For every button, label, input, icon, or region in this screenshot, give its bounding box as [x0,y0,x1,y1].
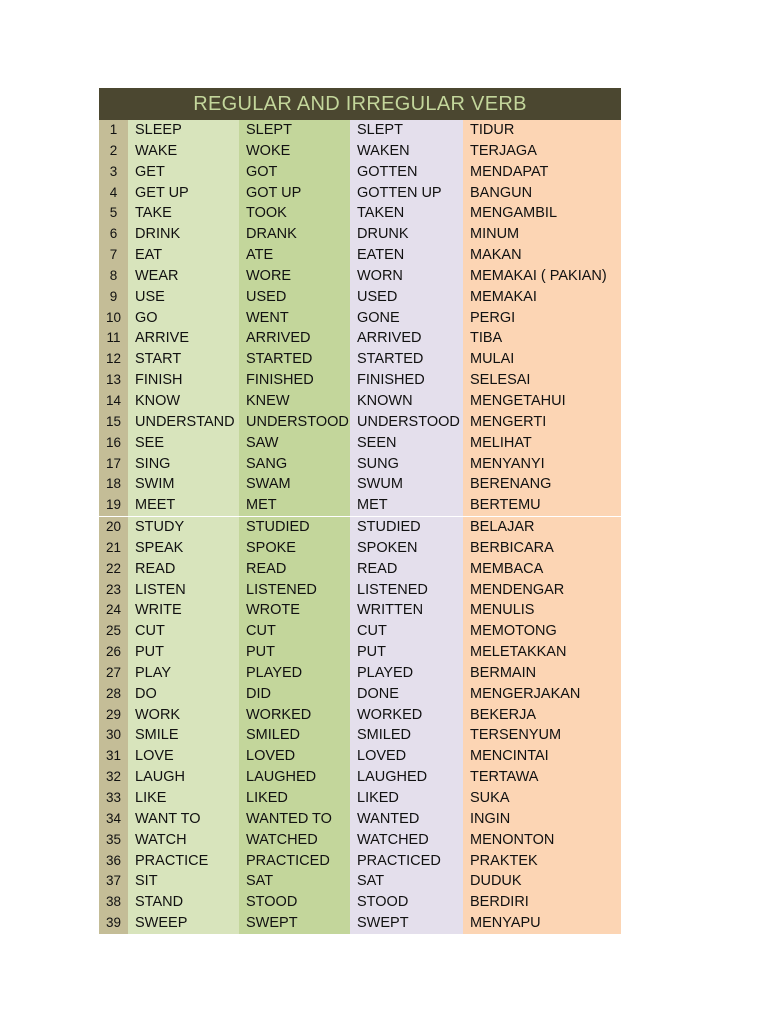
verb-meaning: SUKA [463,788,621,809]
row-number: 21 [99,538,128,559]
table-row [99,809,621,830]
verb-base-form: DO [128,684,239,705]
verb-past-participle: WAKEN [350,141,463,162]
verb-past-participle: SAT [350,871,463,892]
table-row [99,830,621,851]
verb-past-form: STUDIED [239,517,350,538]
verb-past-form: WATCHED [239,830,350,851]
row-number: 2 [99,141,128,162]
verb-past-form: PLAYED [239,663,350,684]
verb-meaning: MELIHAT [463,433,621,454]
verb-past-form: LAUGHED [239,767,350,788]
table-row [99,328,621,349]
verb-meaning: MENULIS [463,600,621,621]
verb-meaning: TERSENYUM [463,725,621,746]
verb-base-form: KNOW [128,391,239,412]
verb-meaning: MENGERTI [463,412,621,433]
table-row [99,287,621,308]
verb-base-form: ARRIVE [128,328,239,349]
verb-base-form: WRITE [128,600,239,621]
verb-base-form: SIT [128,871,239,892]
row-number: 32 [99,767,128,788]
row-number: 39 [99,913,128,934]
verb-base-form: SWIM [128,474,239,495]
row-number: 16 [99,433,128,454]
verb-meaning: MENDAPAT [463,162,621,183]
row-number: 34 [99,809,128,830]
table-row [99,224,621,245]
verb-past-participle: WANTED [350,809,463,830]
row-number: 12 [99,349,128,370]
verb-base-form: SPEAK [128,538,239,559]
row-number: 9 [99,287,128,308]
verb-base-form: WANT TO [128,809,239,830]
verb-meaning: TERTAWA [463,767,621,788]
verb-past-form: PUT [239,642,350,663]
verb-meaning: TIDUR [463,120,621,141]
verb-past-form: UNDERSTOOD [239,412,350,433]
row-number: 28 [99,684,128,705]
verb-past-form: SAW [239,433,350,454]
verb-meaning: TERJAGA [463,141,621,162]
verb-past-participle: SWEPT [350,913,463,934]
verb-past-participle: EATEN [350,245,463,266]
table-row [99,308,621,329]
table-row [99,684,621,705]
table-row [99,370,621,391]
verb-past-form: SPOKE [239,538,350,559]
row-number: 22 [99,559,128,580]
verb-meaning: MENDENGAR [463,580,621,601]
verb-base-form: LAUGH [128,767,239,788]
verb-base-form: STUDY [128,517,239,538]
verb-past-participle: SPOKEN [350,538,463,559]
verb-past-form: MET [239,495,350,516]
table-row [99,454,621,475]
verb-past-form: STOOD [239,892,350,913]
verb-past-form: WROTE [239,600,350,621]
verb-past-participle: DONE [350,684,463,705]
verb-meaning: MENONTON [463,830,621,851]
verb-past-participle: DRUNK [350,224,463,245]
table-row [99,871,621,892]
verb-past-form: ATE [239,245,350,266]
verb-meaning: MAKAN [463,245,621,266]
verb-past-form: STARTED [239,349,350,370]
row-number: 3 [99,162,128,183]
row-number: 38 [99,892,128,913]
verb-past-participle: PLAYED [350,663,463,684]
verb-past-form: SANG [239,454,350,475]
row-number: 23 [99,580,128,601]
table-row [99,266,621,287]
verb-past-form: WANTED TO [239,809,350,830]
table-row [99,162,621,183]
verb-base-form: CUT [128,621,239,642]
table-row [99,913,621,934]
row-number: 14 [99,391,128,412]
table-row [99,621,621,642]
row-number: 19 [99,495,128,516]
verb-meaning: TIBA [463,328,621,349]
verb-past-form: SAT [239,871,350,892]
verb-past-form: CUT [239,621,350,642]
verb-past-form: SWAM [239,474,350,495]
row-number: 8 [99,266,128,287]
row-number: 5 [99,203,128,224]
verb-base-form: READ [128,559,239,580]
row-number: 20 [99,517,128,538]
verb-past-participle: SWUM [350,474,463,495]
verb-past-participle: CUT [350,621,463,642]
verb-past-participle: WRITTEN [350,600,463,621]
table-row [99,349,621,370]
verb-past-form: READ [239,559,350,580]
verb-past-participle: GOTTEN UP [350,183,463,204]
table-body [99,120,621,934]
verb-past-form: LIKED [239,788,350,809]
verb-past-form: GOT UP [239,183,350,204]
verb-base-form: GET UP [128,183,239,204]
verb-base-form: PUT [128,642,239,663]
table-row [99,725,621,746]
verb-past-participle: GOTTEN [350,162,463,183]
table-row [99,474,621,495]
verb-past-participle: FINISHED [350,370,463,391]
verb-past-participle: UNDERSTOOD [350,412,463,433]
verb-meaning: DUDUK [463,871,621,892]
verb-base-form: WEAR [128,266,239,287]
verb-past-participle: SLEPT [350,120,463,141]
verb-meaning: MEMAKAI ( PAKIAN) [463,266,621,287]
table-row [99,788,621,809]
table-row [99,391,621,412]
verb-base-form: MEET [128,495,239,516]
verb-meaning: BELAJAR [463,517,621,538]
verb-past-form: DRANK [239,224,350,245]
verb-past-form: WENT [239,308,350,329]
verb-base-form: LOVE [128,746,239,767]
verb-past-participle: MET [350,495,463,516]
verb-past-form: FINISHED [239,370,350,391]
row-number: 25 [99,621,128,642]
verb-past-participle: PRACTICED [350,851,463,872]
table-row [99,538,621,559]
row-number: 10 [99,308,128,329]
table-row [99,663,621,684]
verb-past-form: PRACTICED [239,851,350,872]
table-row [99,245,621,266]
table-row [99,705,621,726]
verb-past-participle: SEEN [350,433,463,454]
verb-base-form: PRACTICE [128,851,239,872]
verb-past-form: GOT [239,162,350,183]
table-row [99,141,621,162]
row-number: 18 [99,474,128,495]
row-number: 6 [99,224,128,245]
row-number: 1 [99,120,128,141]
table-row [99,600,621,621]
verb-past-participle: ARRIVED [350,328,463,349]
verb-past-participle: SUNG [350,454,463,475]
verb-past-participle: STUDIED [350,517,463,538]
table-row [99,433,621,454]
verb-meaning: MENYAPU [463,913,621,934]
verb-past-participle: LOVED [350,746,463,767]
verb-past-form: SWEPT [239,913,350,934]
table-row [99,580,621,601]
verb-meaning: BERBICARA [463,538,621,559]
verb-past-participle: GONE [350,308,463,329]
verb-base-form: DRINK [128,224,239,245]
verb-base-form: LISTEN [128,580,239,601]
verb-meaning: MINUM [463,224,621,245]
row-number: 11 [99,328,128,349]
verb-past-form: KNEW [239,391,350,412]
verb-base-form: SMILE [128,725,239,746]
row-number: 7 [99,245,128,266]
verb-base-form: GO [128,308,239,329]
row-number: 4 [99,183,128,204]
verb-past-participle: WORKED [350,705,463,726]
verb-meaning: MENYANYI [463,454,621,475]
verb-base-form: UNDERSTAND [128,412,239,433]
verb-past-form: SMILED [239,725,350,746]
verb-base-form: WORK [128,705,239,726]
verb-base-form: GET [128,162,239,183]
row-number: 27 [99,663,128,684]
verb-past-form: USED [239,287,350,308]
verb-past-form: LOVED [239,746,350,767]
verb-meaning: BERMAIN [463,663,621,684]
verb-past-participle: LIKED [350,788,463,809]
verb-base-form: TAKE [128,203,239,224]
verb-meaning: BERDIRI [463,892,621,913]
verb-base-form: EAT [128,245,239,266]
verb-base-form: SEE [128,433,239,454]
verb-past-participle: READ [350,559,463,580]
verb-base-form: PLAY [128,663,239,684]
row-number: 37 [99,871,128,892]
table-row [99,120,621,141]
table-row [99,412,621,433]
verb-past-form: WORKED [239,705,350,726]
verb-meaning: MULAI [463,349,621,370]
verb-base-form: WAKE [128,141,239,162]
verb-meaning: BEKERJA [463,705,621,726]
verb-meaning: MEMOTONG [463,621,621,642]
verb-meaning: MENGAMBIL [463,203,621,224]
page-title: REGULAR AND IRREGULAR VERB [193,93,527,115]
table-row [99,642,621,663]
verb-meaning: BERENANG [463,474,621,495]
verb-past-participle: WATCHED [350,830,463,851]
verb-meaning: PRAKTEK [463,851,621,872]
table-row [99,767,621,788]
verb-past-form: SLEPT [239,120,350,141]
verb-past-form: TOOK [239,203,350,224]
verb-meaning: MEMAKAI [463,287,621,308]
verb-meaning: SELESAI [463,370,621,391]
row-number: 13 [99,370,128,391]
verb-meaning: PERGI [463,308,621,329]
row-number: 30 [99,725,128,746]
verb-meaning: MENGETAHUI [463,391,621,412]
row-number: 33 [99,788,128,809]
row-number: 17 [99,454,128,475]
table-row [99,892,621,913]
verb-past-form: DID [239,684,350,705]
verb-base-form: LIKE [128,788,239,809]
verb-past-participle: SMILED [350,725,463,746]
verb-past-participle: USED [350,287,463,308]
verb-past-form: WOKE [239,141,350,162]
title-bar [99,88,621,120]
table-row [99,495,621,516]
table-row [99,851,621,872]
verb-past-form: LISTENED [239,580,350,601]
table-row [99,183,621,204]
verb-past-participle: PUT [350,642,463,663]
verb-past-participle: STARTED [350,349,463,370]
verb-meaning: MELETAKKAN [463,642,621,663]
row-number: 36 [99,851,128,872]
verb-meaning: INGIN [463,809,621,830]
verb-meaning: BERTEMU [463,495,621,516]
verb-base-form: WATCH [128,830,239,851]
verb-past-participle: TAKEN [350,203,463,224]
verb-past-participle: KNOWN [350,391,463,412]
row-number: 35 [99,830,128,851]
verb-base-form: STAND [128,892,239,913]
table-row [99,559,621,580]
verb-meaning: MENCINTAI [463,746,621,767]
verb-past-form: WORE [239,266,350,287]
verb-meaning: BANGUN [463,183,621,204]
row-number: 24 [99,600,128,621]
table-row [99,203,621,224]
verb-past-participle: WORN [350,266,463,287]
verb-base-form: SWEEP [128,913,239,934]
verb-table [99,88,621,934]
verb-base-form: SLEEP [128,120,239,141]
table-row [99,516,621,538]
verb-base-form: START [128,349,239,370]
verb-meaning: MENGERJAKAN [463,684,621,705]
verb-past-participle: LAUGHED [350,767,463,788]
verb-past-form: ARRIVED [239,328,350,349]
verb-past-participle: STOOD [350,892,463,913]
verb-meaning: MEMBACA [463,559,621,580]
verb-base-form: USE [128,287,239,308]
verb-past-participle: LISTENED [350,580,463,601]
table-row [99,746,621,767]
row-number: 29 [99,705,128,726]
verb-base-form: FINISH [128,370,239,391]
row-number: 26 [99,642,128,663]
verb-base-form: SING [128,454,239,475]
row-number: 15 [99,412,128,433]
row-number: 31 [99,746,128,767]
